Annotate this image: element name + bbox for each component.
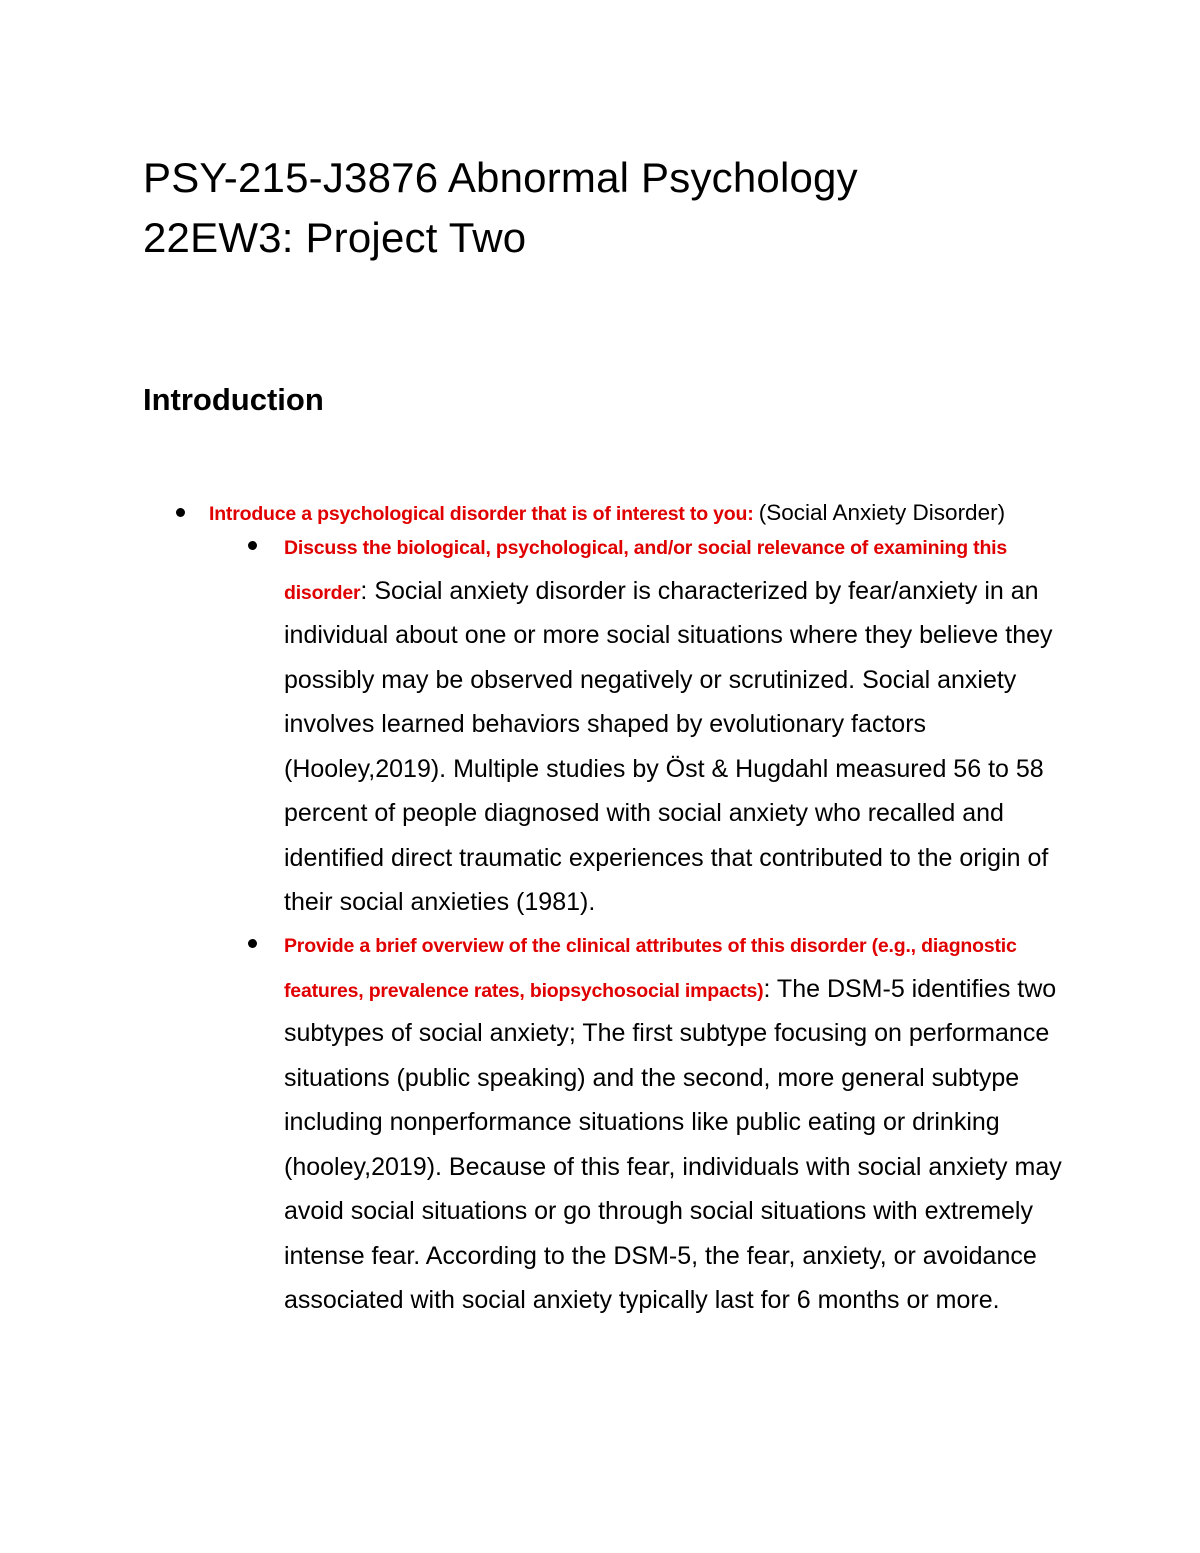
section-heading-introduction: Introduction xyxy=(143,382,324,417)
prompt-text: Provide a brief overview of the clinical attributes of this disorder (e.g., diagnostic features, prevalence rates, biopsychosocial impacts) xyxy=(284,935,1017,1002)
title-line-course: PSY-215-J3876 Abnormal Psychology xyxy=(143,154,858,201)
document-title xyxy=(143,148,1143,268)
answer-text: : Social anxiety disorder is characterized by fear/anxiety in an individual about one or more social situations where they believe they possibly may be observed negatively or scrutinized. Social anxiety involves learned behaviors shaped by evolutionary factors (Hooley,2019). Multiple studies by Öst & Hugdahl measured 56 to 58 percent of people diagnosed with social anxiety who recalled and identified direct traumatic experiences that contributed to the origin of their social anxieties (1981). xyxy=(284,576,1053,916)
bullet-icon xyxy=(176,508,185,517)
prompt-text: Discuss the biological, psychological, and/or social relevance of examining this disorder xyxy=(284,537,1008,604)
answer-text: (Social Anxiety Disorder) xyxy=(758,500,1006,525)
prompt-text: Introduce a psychological disorder that is of interest to you: xyxy=(209,503,759,525)
title-line-project: 22EW3: Project Two xyxy=(143,214,527,261)
list-item xyxy=(284,926,1074,1325)
list-item xyxy=(284,528,1074,927)
bullet-icon xyxy=(248,939,257,948)
bullet-icon xyxy=(248,541,257,550)
answer-text: : The DSM-5 identifies two subtypes of social anxiety; The first subtype focusing on performance situations (public speaking) and the second, more general subtype including nonperformance situations like public eating or drinking (hooley,2019). Because of this fear, individuals with social anxiety may avoid social situations or go through social situations with extremely intense fear. According to the DSM-5, the fear, anxiety, or avoidance associated with social anxiety typically last for 6 months or more. xyxy=(284,974,1062,1314)
